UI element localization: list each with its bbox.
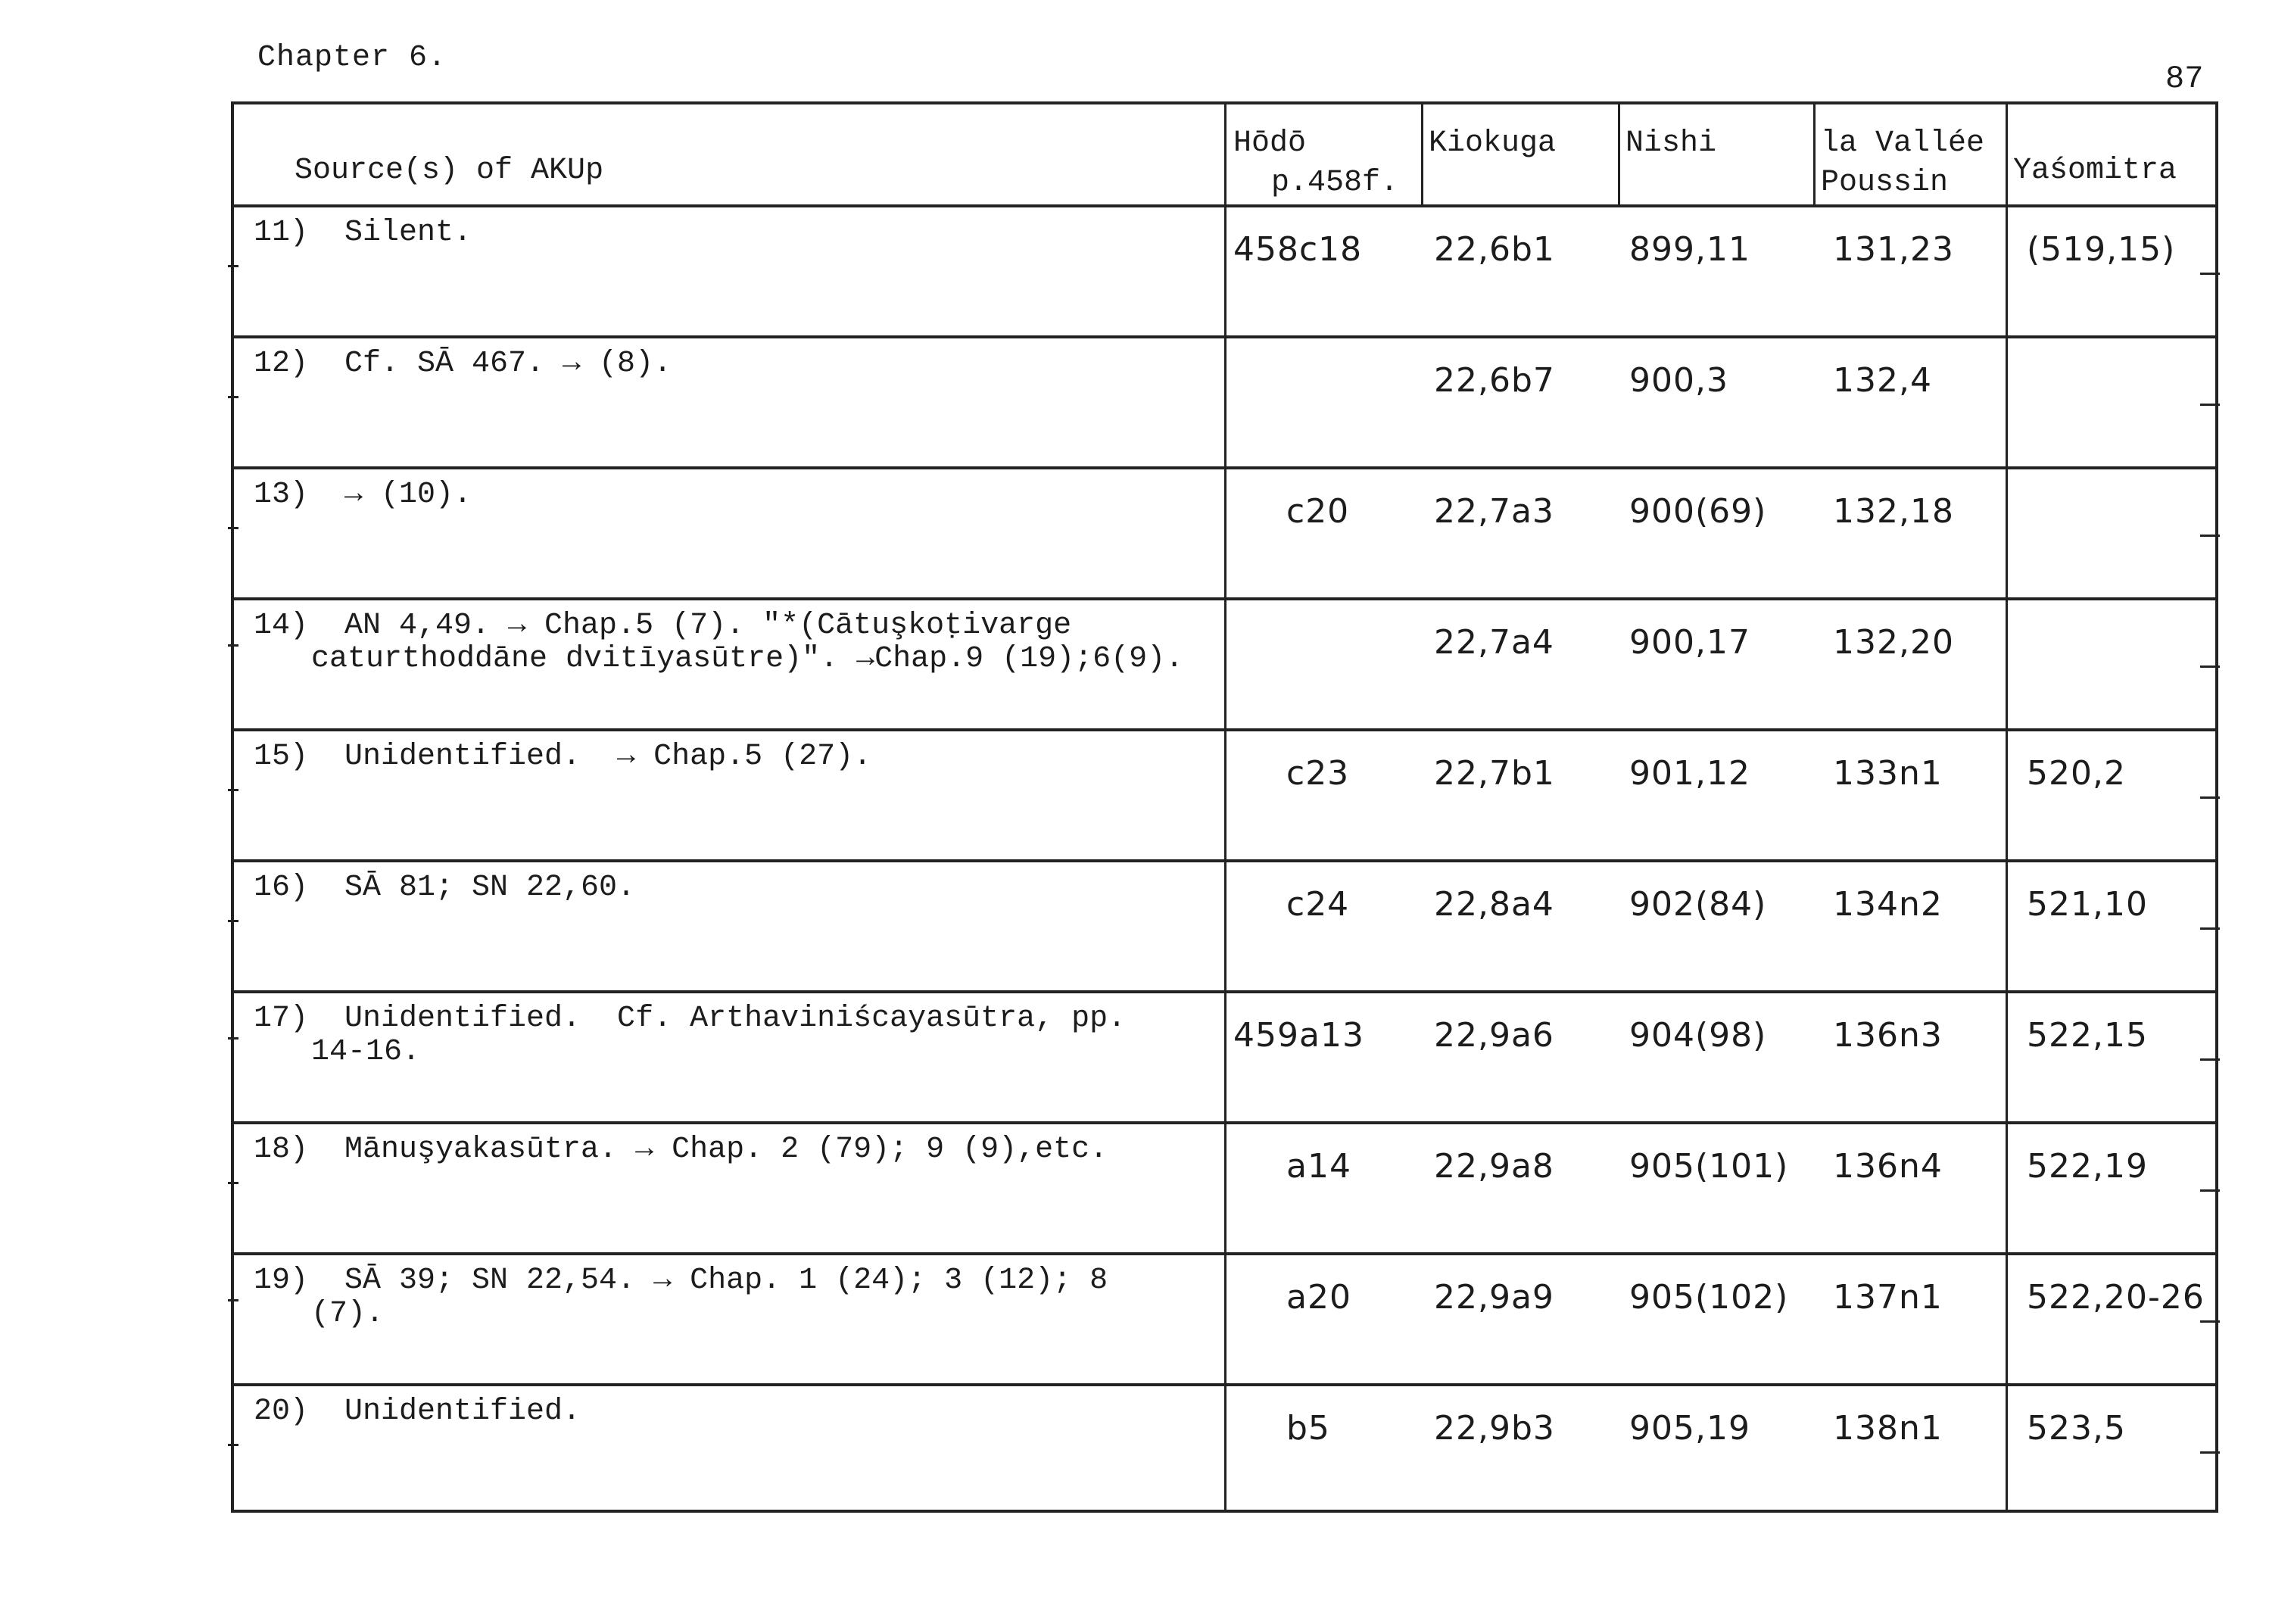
source-text: Silent.: [344, 216, 472, 250]
margin-tick: [228, 789, 238, 791]
source-text-line2: (7).: [311, 1297, 385, 1331]
source-cell: [254, 1264, 1108, 1331]
nishi-cell: 905(102): [1629, 1278, 1789, 1317]
margin-tick: [228, 265, 238, 267]
yasomitra-cell: (519,15): [2027, 230, 2176, 269]
header-yasomitra: Yaśomitra: [2013, 154, 2177, 188]
row-number: 20): [254, 1395, 309, 1429]
source-cell: [254, 609, 1183, 676]
table-row: [234, 338, 2215, 469]
margin-tick: [2200, 1058, 2220, 1061]
row-number: 14): [254, 609, 309, 643]
table-row: [234, 731, 2215, 862]
source-cell: [254, 217, 472, 250]
lvp-cell: 132,18: [1833, 492, 1954, 531]
margin-tick: [2200, 404, 2220, 406]
header-source: Source(s) of AKUp: [295, 154, 604, 188]
source-text: Mānuşyakasūtra. → Chap. 2 (79); 9 (9),etc.: [344, 1133, 1108, 1167]
table-row: [234, 1386, 2215, 1513]
margin-tick: [228, 644, 238, 647]
header-nishi: Nishi: [1625, 126, 1717, 161]
margin-tick: [2200, 665, 2220, 668]
margin-tick: [2200, 535, 2220, 537]
source-text-line2: caturthoddāne dvitīyasūtre)". →Chap.9 (19);6(9).: [311, 642, 1184, 676]
margin-tick: [228, 1444, 238, 1446]
kiokuga-cell: 22,6b1: [1434, 230, 1555, 269]
margin-tick: [228, 1037, 238, 1040]
yasomitra-cell: 522,20-26: [2027, 1278, 2205, 1317]
yasomitra-cell: 520,2: [2027, 754, 2126, 793]
margin-tick: [2200, 1189, 2220, 1192]
source-text: Unidentified. → Chap.5 (27).: [344, 740, 872, 774]
kiokuga-cell: 22,6b7: [1434, 361, 1555, 400]
header-hodo-page: p.458f.: [1271, 166, 1399, 200]
column-divider: [1421, 104, 1423, 207]
nishi-cell: 901,12: [1629, 754, 1750, 793]
source-cell: [254, 348, 672, 381]
source-text: AN 4,49. → Chap.5 (7). "*(Cātuşkoṭivarge: [344, 609, 1072, 643]
margin-tick: [228, 527, 238, 529]
source-cell: [254, 871, 635, 905]
kiokuga-cell: 22,9b3: [1434, 1409, 1555, 1448]
header-hodo-title: Hōdō: [1233, 126, 1307, 161]
yasomitra-cell: 522,19: [2027, 1147, 2148, 1186]
table-row: [234, 600, 2215, 731]
yasomitra-cell: 522,15: [2027, 1016, 2148, 1055]
hodo-cell: c23: [1286, 754, 1350, 793]
hodo-cell: b5: [1286, 1409, 1330, 1448]
hodo-cell: 458c18: [1233, 230, 1363, 269]
yasomitra-cell: 523,5: [2027, 1409, 2126, 1448]
row-number: 12): [254, 347, 309, 381]
kiokuga-cell: 22,9a8: [1434, 1147, 1554, 1186]
nishi-cell: 900(69): [1629, 492, 1767, 531]
source-text: Unidentified.: [344, 1395, 581, 1429]
header-lvp-line2: Poussin: [1821, 166, 1949, 200]
hodo-cell: c20: [1286, 492, 1350, 531]
table-row: [234, 1255, 2215, 1386]
margin-tick: [228, 1182, 238, 1184]
kiokuga-cell: 22,7b1: [1434, 754, 1555, 793]
table-row: [234, 862, 2215, 993]
source-text: SĀ 39; SN 22,54. → Chap. 1 (24); 3 (12); 8: [344, 1264, 1108, 1298]
row-number: 13): [254, 478, 309, 512]
lvp-cell: 138n1: [1833, 1409, 1943, 1448]
margin-tick: [2200, 1451, 2220, 1454]
source-text: SĀ 81; SN 22,60.: [344, 871, 636, 905]
margin-tick: [228, 1299, 238, 1301]
table-row: [234, 1124, 2215, 1255]
row-number: 17): [254, 1002, 309, 1036]
source-text: → (10).: [344, 478, 472, 512]
nishi-cell: 905(101): [1629, 1147, 1789, 1186]
nishi-cell: 900,3: [1629, 361, 1728, 400]
lvp-cell: 132,20: [1833, 623, 1954, 662]
table-row: [234, 993, 2215, 1124]
lvp-cell: 136n4: [1833, 1147, 1943, 1186]
chapter-heading: Chapter 6.: [257, 41, 447, 75]
nishi-cell: 899,11: [1629, 230, 1750, 269]
sources-table: [231, 101, 2218, 1513]
margin-tick: [2200, 1320, 2220, 1323]
margin-tick: [2200, 927, 2220, 930]
margin-tick: [2200, 796, 2220, 799]
nishi-cell: 904(98): [1629, 1016, 1767, 1055]
table-body: [234, 207, 2215, 1513]
margin-tick: [228, 396, 238, 398]
margin-tick: [228, 920, 238, 922]
table-row: [234, 207, 2215, 338]
source-text-line2: 14-16.: [311, 1035, 421, 1069]
row-number: 11): [254, 216, 309, 250]
kiokuga-cell: 22,9a6: [1434, 1016, 1554, 1055]
lvp-cell: 134n2: [1833, 885, 1943, 924]
header-kiokuga: Kiokuga: [1429, 126, 1557, 161]
lvp-cell: 132,4: [1833, 361, 1932, 400]
row-number: 15): [254, 740, 309, 774]
kiokuga-cell: 22,7a3: [1434, 492, 1554, 531]
hodo-cell: a20: [1286, 1278, 1351, 1317]
source-text: Cf. SĀ 467. → (8).: [344, 347, 672, 381]
row-number: 18): [254, 1133, 309, 1167]
header-lvp-line1: la Vallée: [1821, 126, 1985, 161]
source-cell: [254, 1002, 1126, 1069]
column-divider: [1618, 104, 1620, 207]
column-divider: [1813, 104, 1816, 207]
hodo-cell: a14: [1286, 1147, 1351, 1186]
row-number: 16): [254, 871, 309, 905]
lvp-cell: 136n3: [1833, 1016, 1943, 1055]
source-cell: [254, 1395, 581, 1429]
lvp-cell: 131,23: [1833, 230, 1954, 269]
page-number: 87: [2165, 61, 2204, 97]
source-text: Unidentified. Cf. Arthaviniścayasūtra, pp.: [344, 1002, 1127, 1036]
nishi-cell: 905,19: [1629, 1409, 1750, 1448]
source-cell: [254, 1133, 1108, 1167]
kiokuga-cell: 22,9a9: [1434, 1278, 1554, 1317]
source-cell: [254, 478, 472, 512]
lvp-cell: 137n1: [1833, 1278, 1943, 1317]
nishi-cell: 902(84): [1629, 885, 1767, 924]
hodo-cell: 459a13: [1233, 1016, 1364, 1055]
kiokuga-cell: 22,8a4: [1434, 885, 1554, 924]
row-number: 19): [254, 1264, 309, 1298]
hodo-cell: c24: [1286, 885, 1350, 924]
kiokuga-cell: 22,7a4: [1434, 623, 1554, 662]
table-row: [234, 469, 2215, 600]
source-cell: [254, 740, 871, 774]
lvp-cell: 133n1: [1833, 754, 1943, 793]
yasomitra-cell: 521,10: [2027, 885, 2148, 924]
nishi-cell: 900,17: [1629, 623, 1750, 662]
margin-tick: [2200, 273, 2220, 275]
